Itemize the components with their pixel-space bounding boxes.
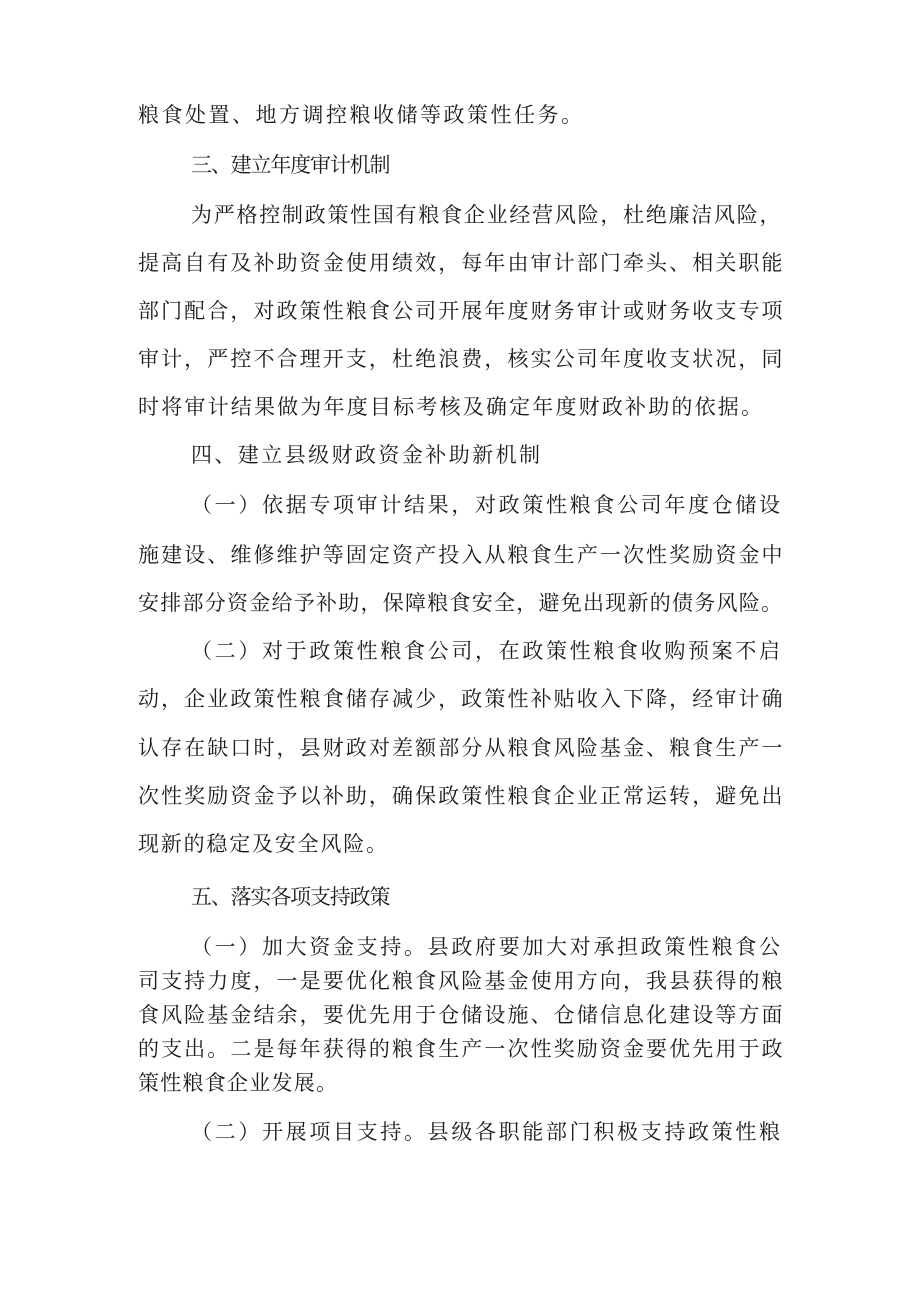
text-line: （一）加大资金支持。县政府要加大对承担政策性粮食公 xyxy=(191,935,783,959)
text-line: 施建设、维修维护等固定资产投入从粮食生产一次性奖励资金中 xyxy=(138,543,785,567)
text-line: 认存在缺口时，县财政对差额部分从粮食风险基金、粮食生产一 xyxy=(138,736,785,760)
text-line: 的支出。二是每年获得的粮食生产一次性奖励资金要优先用于政 xyxy=(138,1037,785,1061)
text-line: 安排部分资金给予补助，保障粮食安全，避免出现新的债务风险。 xyxy=(138,591,784,615)
text-line: 策性粮食企业发展。 xyxy=(138,1071,339,1095)
text-line: 为严格控制政策性国有粮食企业经营风险，杜绝廉洁风险， xyxy=(191,203,783,227)
text-line: 审计，严控不合理开支，杜绝浪费，核实公司年度收支状况，同 xyxy=(138,347,785,371)
text-line: 提高自有及补助资金使用绩效，每年由审计部门牵头、相关职能 xyxy=(138,251,785,275)
text-line: （二）开展项目支持。县级各职能部门积极支持政策性粮 xyxy=(191,1120,783,1144)
text-line: 现新的稳定及安全风险。 xyxy=(138,832,389,856)
text-line: （一）依据专项审计结果，对政策性粮食公司年度仓储设 xyxy=(191,493,783,517)
text-line: 次性奖励资金予以补助，确保政策性粮食企业正常运转，避免出 xyxy=(138,784,785,808)
section-heading: 三、建立年度审计机制 xyxy=(191,153,390,177)
section-heading: 五、落实各项支持政策 xyxy=(191,885,390,909)
text-line: 部门配合，对政策性粮食公司开展年度财务审计或财务收支专项 xyxy=(138,299,785,323)
text-line: （二）对于政策性粮食公司，在政策性粮食收购预案不启 xyxy=(191,639,783,663)
text-line: 司支持力度，一是要优化粮食风险基金使用方向，我县获得的粮 xyxy=(138,969,785,993)
text-line: 食风险基金结余，要优先用于仓储设施、仓储信息化建设等方面 xyxy=(138,1003,785,1027)
text-line: 粮食处置、地方调控粮收储等政策性任务。 xyxy=(138,103,585,127)
section-heading: 四、建立县级财政资金补助新机制 xyxy=(191,443,543,467)
text-line: 时将审计结果做为年度目标考核及确定年度财政补助的依据。 xyxy=(138,395,765,419)
text-line: 动，企业政策性粮食储存减少，政策性补贴收入下降，经审计确 xyxy=(138,687,785,711)
